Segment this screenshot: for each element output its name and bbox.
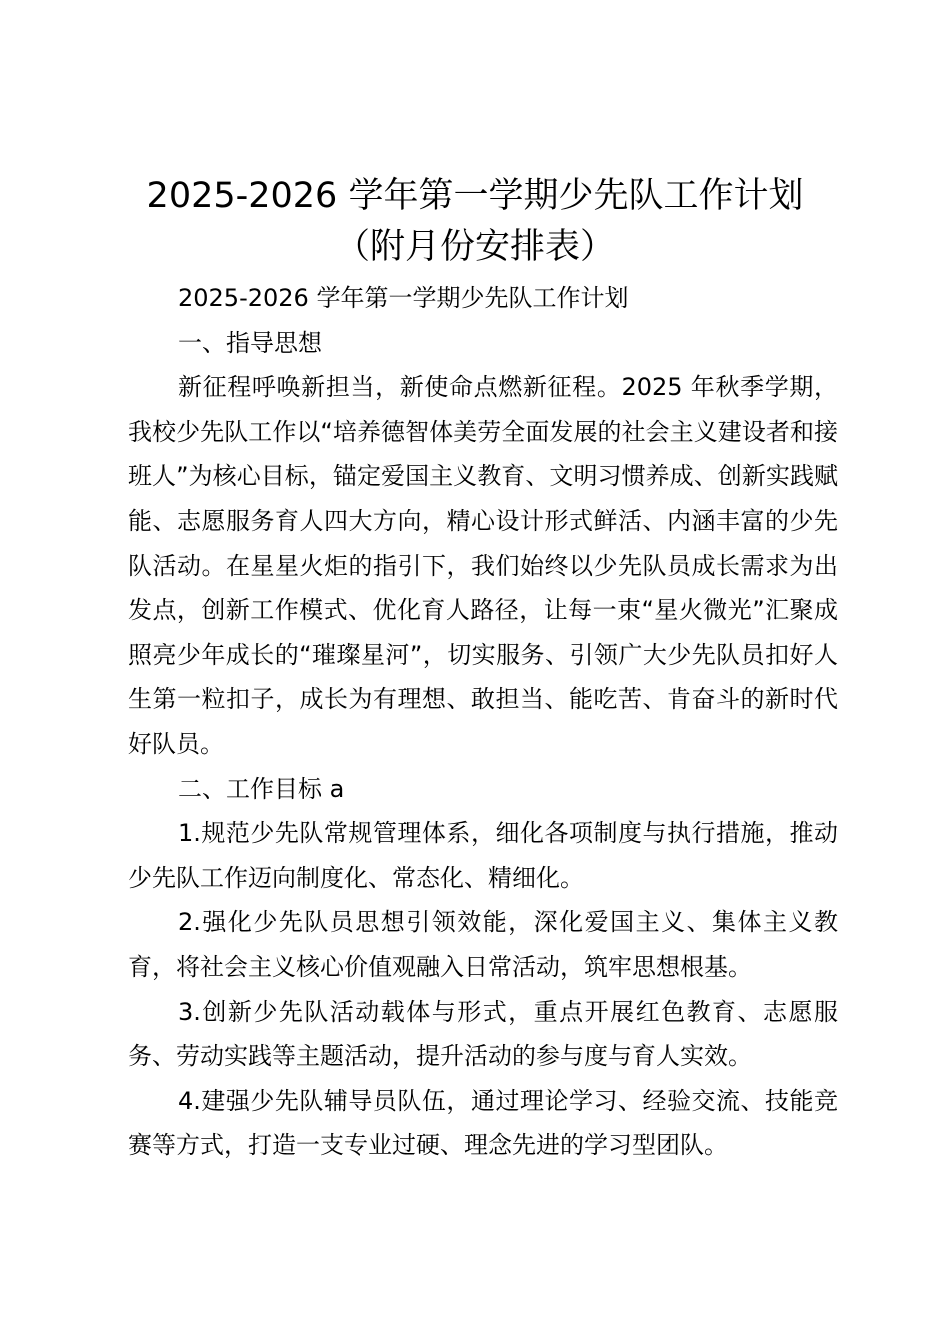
guiding-ideology-paragraph: 新征程呼唤新担当，新使命点燃新征程。2025 年秋季学期，我校少先队工作以“培养德智体美劳全面发展的社会主义建设者和接班人”为核心目标，锚定爱国主义教育、文明习惯养成、创新实践赋能、志愿服务育人四大方向，精心设计形式鲜活、内涵丰富的少先队活动。在星星火炬的指引下，我们始终以少先队员成长需求为出发点，创新工作模式、优化育人路径，让每一束“星火微光”汇聚成照亮少年成长的“璀璨星河”，切实服务、引领广大少先队员扣好人生第一粒扣子，成长为有理想、敢担当、能吃苦、肯奋斗的新时代好队员。: [128, 373, 838, 758]
document-subtitle: 2025-2026 学年第一学期少先队工作计划: [178, 284, 629, 312]
document-title-annotation: （附月份安排表）: [334, 227, 615, 267]
goal-item-4: 4.建强少先队辅导员队伍，通过理论学习、经验交流、技能竞赛等方式，打造一支专业过硬、理念先进的学习型团队。: [128, 1086, 838, 1160]
section-heading-work-goals: 二、工作目标 a: [178, 774, 345, 803]
document-title: 2025-2026 学年第一学期少先队工作计划: [146, 176, 804, 216]
document-body: [128, 276, 838, 1168]
section-heading-guiding-ideology: 一、指导思想: [178, 328, 322, 357]
goal-item-2: 2.强化少先队员思想引领效能，深化爱国主义、集体主义教育，将社会主义核心价值观融入日常活动，筑牢思想根基。: [128, 908, 838, 981]
goal-item-1: 1.规范少先队常规管理体系，细化各项制度与执行措施，推动少先队工作迈向制度化、常态化、精细化。: [128, 819, 838, 892]
goal-item-3: 3.创新少先队活动载体与形式，重点开展红色教育、志愿服务、劳动实践等主题活动，提升活动的参与度与育人实效。: [128, 997, 838, 1071]
